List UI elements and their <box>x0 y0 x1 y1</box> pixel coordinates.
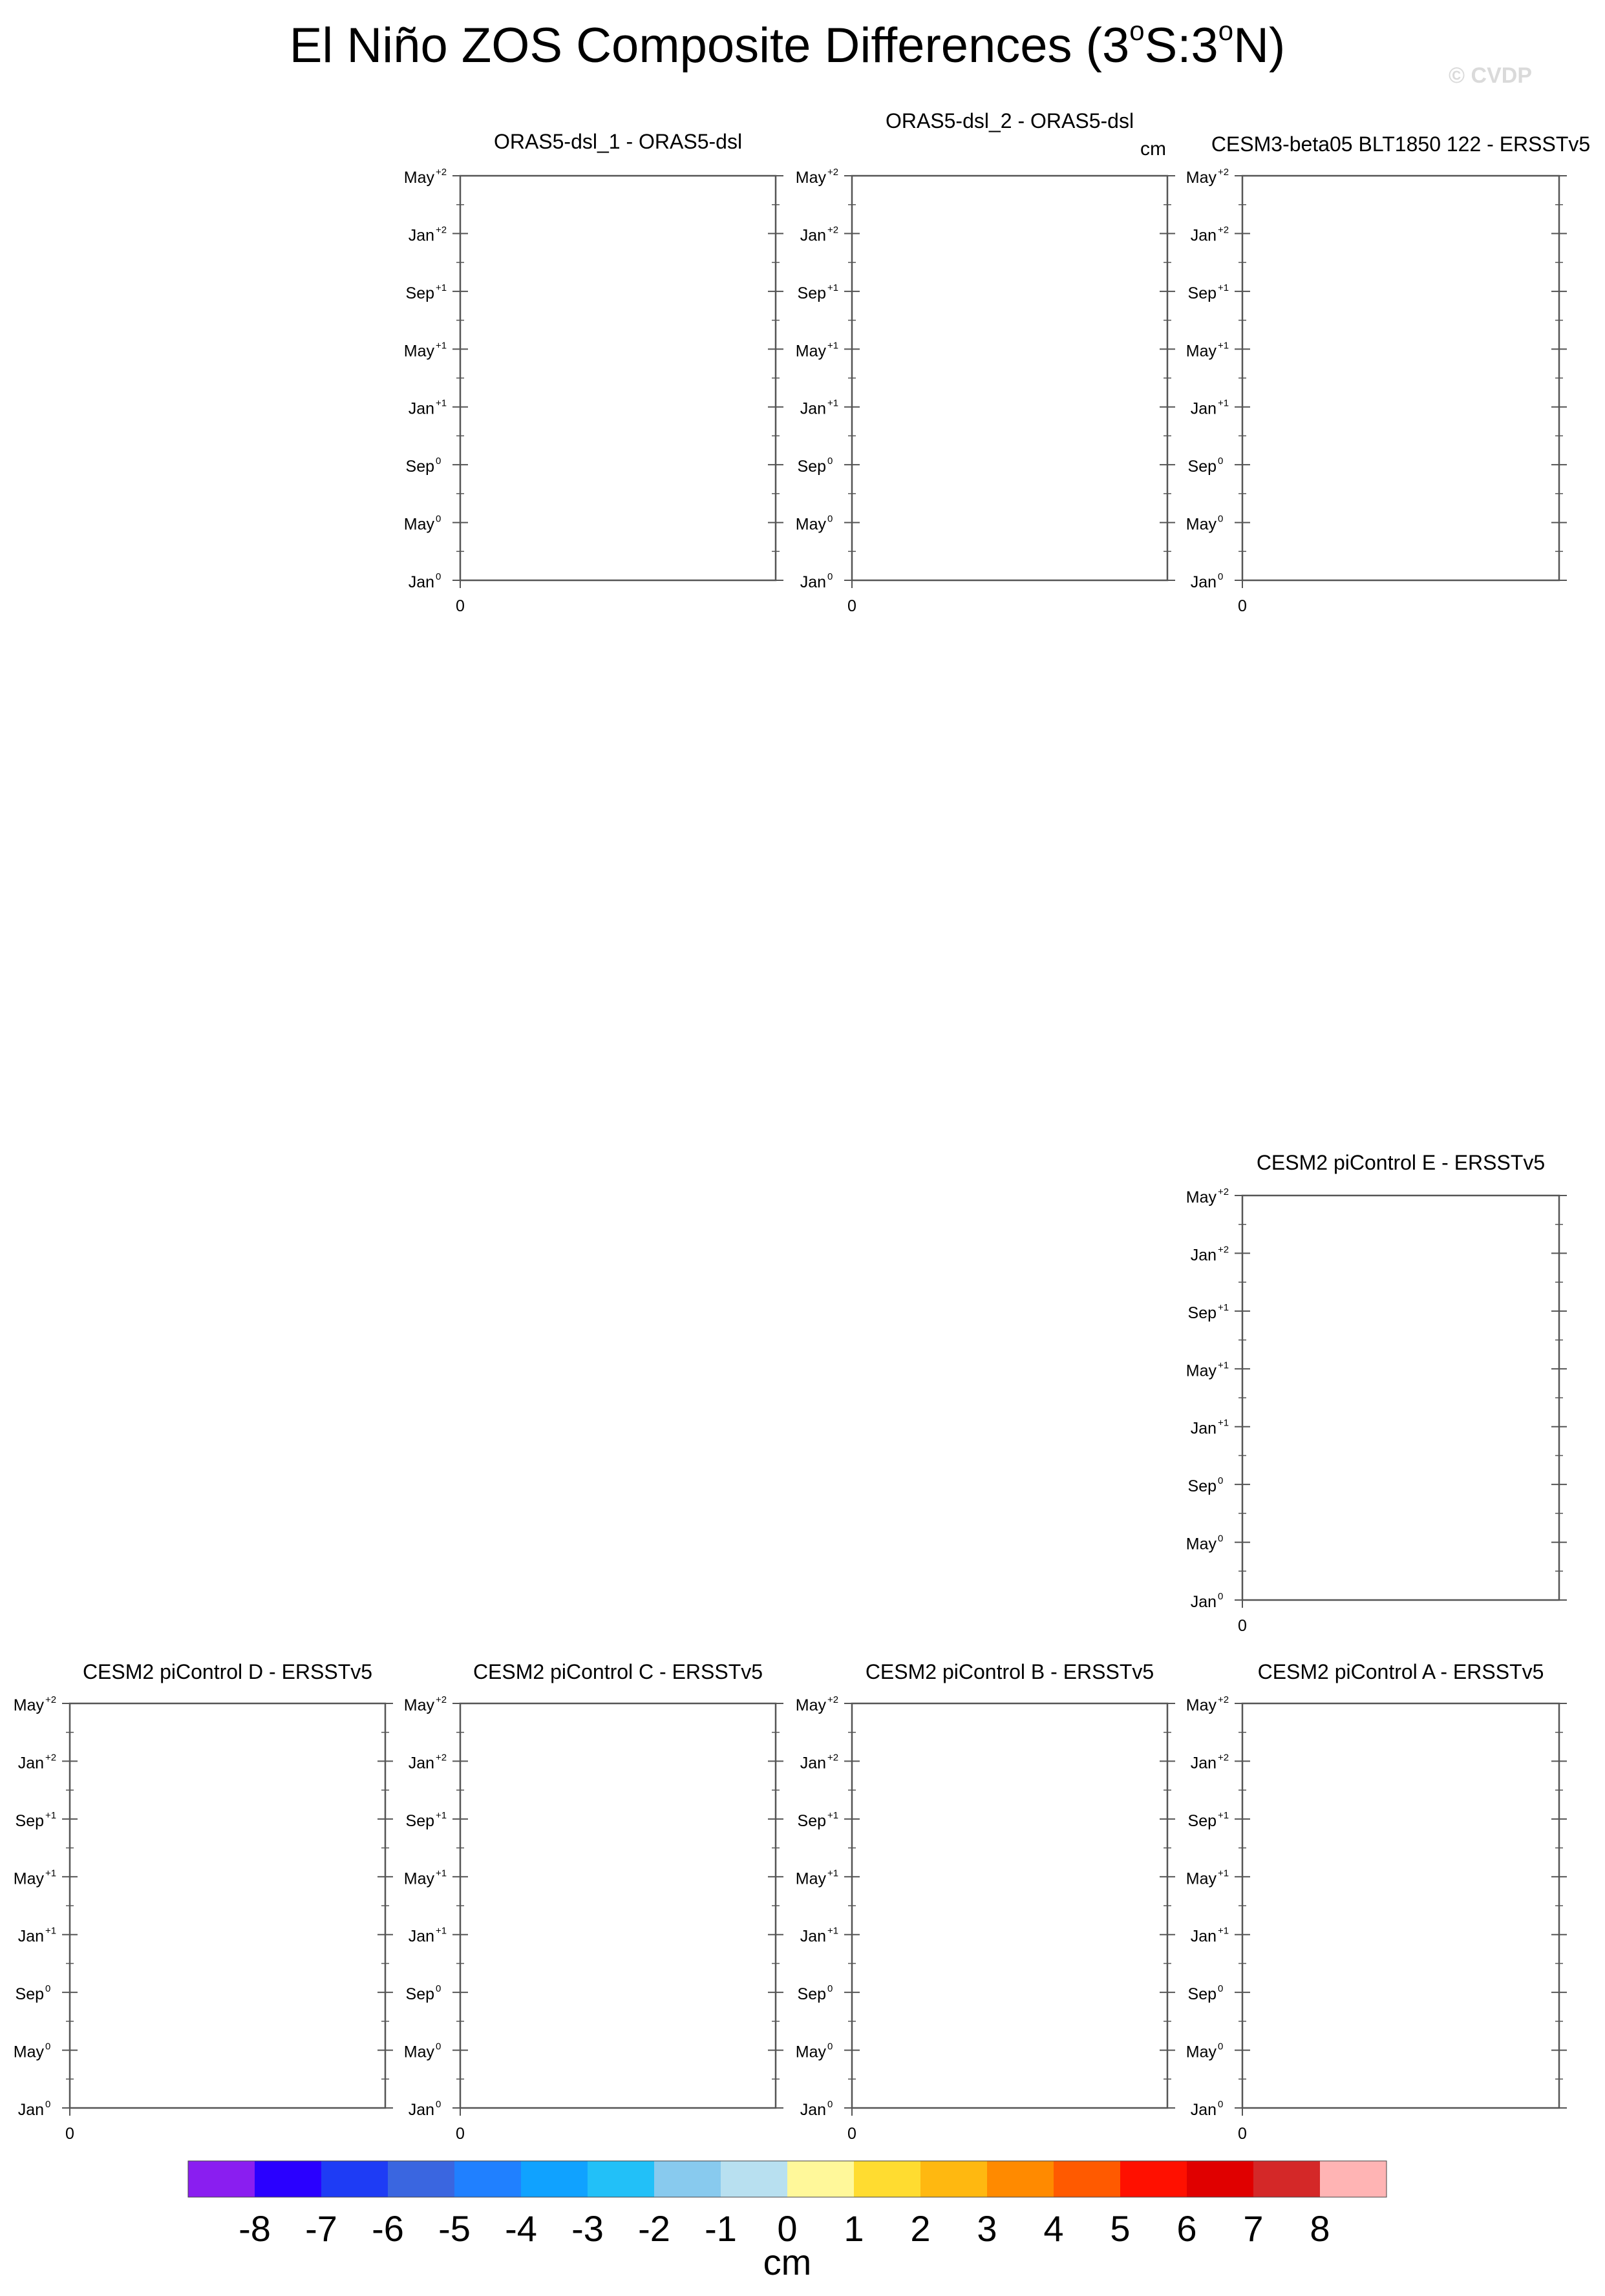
x-tick-label: 0 <box>456 597 465 615</box>
y-tick-label-sup: +1 <box>436 282 447 293</box>
colorbar-tick-label: 0 <box>777 2208 798 2249</box>
panel-title: CESM2 piControl B - ERSSTv5 <box>865 1660 1154 1683</box>
colorbar-swatch <box>1320 2161 1387 2197</box>
colorbar-unit-label: cm <box>763 2242 812 2282</box>
plot-area <box>460 1703 776 2108</box>
y-tick-label: Jan <box>1190 573 1217 591</box>
y-tick-label-sup: +1 <box>436 1868 447 1879</box>
colorbar-swatch <box>388 2161 455 2197</box>
y-tick-label-sup: 0 <box>827 2099 833 2110</box>
y-tick-label-sup: +1 <box>1218 1417 1229 1429</box>
y-tick-label: May <box>13 2043 44 2061</box>
y-tick-label-sup: +1 <box>436 1809 447 1821</box>
y-tick-label-sup: 0 <box>436 456 441 467</box>
y-tick-label-sup: +2 <box>436 1752 447 1764</box>
y-tick-label-sup: +1 <box>827 340 839 352</box>
y-tick-label: Jan <box>408 1754 434 1773</box>
plot-area <box>1242 1195 1559 1600</box>
y-tick-label: Jan <box>800 573 826 591</box>
y-tick-label: May <box>1185 1362 1217 1380</box>
y-tick-label: May <box>403 1869 434 1888</box>
y-tick-label: May <box>13 1696 44 1714</box>
y-tick-label: Jan <box>17 2101 44 2119</box>
y-tick-label: Sep <box>797 1985 826 2004</box>
colorbar-tick-label: 4 <box>1043 2208 1064 2249</box>
y-tick-label: May <box>403 515 434 534</box>
y-tick-label-sup: +2 <box>827 167 839 178</box>
y-tick-label-sup: +1 <box>436 1925 447 1937</box>
y-tick-label: Sep <box>15 1985 44 2004</box>
y-tick-label-sup: +2 <box>827 224 839 236</box>
y-tick-label-sup: +1 <box>827 1868 839 1879</box>
y-tick-label-sup: 0 <box>436 1983 441 1995</box>
y-tick-label-sup: +1 <box>827 1925 839 1937</box>
y-tick-label-sup: 0 <box>45 2041 51 2052</box>
y-tick-label: Jan <box>17 1927 44 1946</box>
y-tick-label-sup: 0 <box>1218 1591 1224 1602</box>
colorbar-tick-label: -6 <box>372 2208 404 2249</box>
y-tick-label-sup: +1 <box>1218 1809 1229 1821</box>
y-tick-label-sup: 0 <box>827 1983 833 1995</box>
y-tick-label: May <box>1185 515 1217 534</box>
y-tick-label: May <box>1185 2043 1217 2061</box>
y-tick-label-sup: 0 <box>1218 2099 1224 2110</box>
plot-area <box>852 1703 1167 2108</box>
y-tick-label: Sep <box>797 458 826 476</box>
y-tick-label-sup: 0 <box>1218 571 1224 582</box>
y-tick-label: Jan <box>800 399 826 418</box>
figure-title: El Niño ZOS Composite Differences (3$^o$S:3$^o$N) <box>289 16 1286 73</box>
y-tick-label-sup: +1 <box>45 1809 57 1821</box>
y-tick-label-sup: +2 <box>45 1752 57 1764</box>
y-tick-label: Jan <box>408 2101 434 2119</box>
y-tick-label-sup: +2 <box>1218 224 1229 236</box>
y-tick-label-sup: +1 <box>436 340 447 352</box>
y-tick-label-sup: +1 <box>1218 1925 1229 1937</box>
x-tick-label: 0 <box>456 2125 465 2143</box>
y-tick-label-sup: +2 <box>1218 167 1229 178</box>
colorbar-tick-label: 3 <box>977 2208 997 2249</box>
y-tick-label: May <box>795 1696 826 1714</box>
colorbar-tick-label: 5 <box>1110 2208 1131 2249</box>
colorbar-swatch <box>1120 2161 1187 2197</box>
y-tick-label: May <box>403 342 434 361</box>
y-tick-label-sup: +2 <box>827 1694 839 1705</box>
cvdp-watermark: © CVDP <box>1449 63 1532 88</box>
colorbar <box>188 2161 1387 2249</box>
y-tick-label-sup: +1 <box>1218 340 1229 352</box>
plot-area <box>460 176 776 580</box>
y-tick-label-sup: +1 <box>1218 1360 1229 1371</box>
y-tick-label: May <box>795 169 826 187</box>
colorbar-swatch <box>321 2161 388 2197</box>
y-tick-label: May <box>795 515 826 534</box>
y-tick-label-sup: +1 <box>1218 1868 1229 1879</box>
y-tick-label-sup: +1 <box>45 1925 57 1937</box>
y-tick-label: Jan <box>1190 1419 1217 1438</box>
colorbar-swatch <box>1054 2161 1121 2197</box>
plot-area <box>70 1703 385 2108</box>
y-tick-label: May <box>403 2043 434 2061</box>
y-tick-label: Jan <box>408 399 434 418</box>
y-tick-label: Jan <box>408 1927 434 1946</box>
y-tick-label-sup: +1 <box>1218 1301 1229 1313</box>
y-tick-label-sup: 0 <box>1218 513 1224 525</box>
y-tick-label-sup: 0 <box>1218 1475 1224 1487</box>
y-tick-label: Sep <box>405 458 434 476</box>
plot-area <box>852 176 1167 580</box>
y-tick-label-sup: +1 <box>827 397 839 409</box>
colorbar-swatch <box>654 2161 721 2197</box>
y-tick-label-sup: +2 <box>436 224 447 236</box>
colorbar-swatch <box>1253 2161 1321 2197</box>
y-tick-label-sup: 0 <box>1218 2041 1224 2052</box>
y-tick-label-sup: 0 <box>436 571 441 582</box>
colorbar-swatch <box>920 2161 988 2197</box>
plot-area <box>1242 1703 1559 2108</box>
colorbar-tick-label: 7 <box>1243 2208 1264 2249</box>
panel-5 <box>14 1660 393 2143</box>
y-tick-label: Sep <box>797 284 826 302</box>
y-tick-label: May <box>13 1869 44 1888</box>
y-tick-label-sup: 0 <box>436 2041 441 2052</box>
y-tick-label-sup: +1 <box>827 1809 839 1821</box>
y-tick-label: Sep <box>15 1811 44 1830</box>
y-tick-label: May <box>1185 1869 1217 1888</box>
x-tick-label: 0 <box>1238 1617 1247 1635</box>
y-tick-label: Jan <box>1190 1593 1217 1611</box>
y-tick-label: Sep <box>405 284 434 302</box>
y-tick-label-sup: +2 <box>1218 1694 1229 1705</box>
y-tick-label: Sep <box>797 1811 826 1830</box>
colorbar-swatch <box>854 2161 921 2197</box>
colorbar-swatch <box>454 2161 522 2197</box>
y-tick-label-sup: 0 <box>1218 456 1224 467</box>
y-tick-label-sup: 0 <box>827 456 833 467</box>
y-tick-label-sup: 0 <box>827 513 833 525</box>
colorbar-swatch <box>787 2161 855 2197</box>
y-tick-label: May <box>403 169 434 187</box>
colorbar-swatch <box>188 2161 255 2197</box>
y-tick-label: Jan <box>800 1754 826 1773</box>
y-tick-label-sup: +1 <box>827 282 839 293</box>
y-tick-label: Sep <box>405 1985 434 2004</box>
y-tick-label-sup: 0 <box>827 571 833 582</box>
y-tick-label: May <box>795 1869 826 1888</box>
x-tick-label: 0 <box>847 2125 856 2143</box>
y-tick-label-sup: +2 <box>1218 1244 1229 1256</box>
y-tick-label: May <box>1185 1188 1217 1206</box>
y-tick-label-sup: +2 <box>827 1752 839 1764</box>
y-tick-label: May <box>1185 169 1217 187</box>
y-tick-label: Jan <box>1190 1927 1217 1946</box>
colorbar-tick-label: -8 <box>239 2208 271 2249</box>
plot-area <box>1242 176 1559 580</box>
colorbar-swatch <box>1187 2161 1254 2197</box>
panel-7 <box>796 1660 1175 2143</box>
y-tick-label-sup: +1 <box>436 397 447 409</box>
panel-title: CESM2 piControl A - ERSSTv5 <box>1257 1660 1544 1683</box>
panel-title: ORAS5-dsl_2 - ORAS5-dsl <box>885 109 1134 132</box>
y-tick-label: Jan <box>1190 2101 1217 2119</box>
colorbar-swatch <box>255 2161 322 2197</box>
panel-3 <box>1186 132 1590 615</box>
colorbar-tick-label: 6 <box>1176 2208 1197 2249</box>
panel-4 <box>1186 1151 1567 1635</box>
colorbar-tick-label: -4 <box>505 2208 537 2249</box>
colorbar-tick-label: -2 <box>638 2208 670 2249</box>
y-tick-label: Sep <box>1187 1811 1217 1830</box>
y-tick-label: Sep <box>405 1811 434 1830</box>
y-tick-label: Jan <box>1190 399 1217 418</box>
panel-1 <box>404 130 783 615</box>
y-tick-label-sup: +1 <box>1218 397 1229 409</box>
y-tick-label: Jan <box>1190 1754 1217 1773</box>
y-tick-label: Jan <box>408 226 434 245</box>
x-tick-label: 0 <box>847 597 856 615</box>
panel-title: ORAS5-dsl_1 - ORAS5-dsl <box>493 130 743 153</box>
colorbar-tick-label: 2 <box>910 2208 931 2249</box>
y-tick-label: Jan <box>800 1927 826 1946</box>
colorbar-tick-label: 8 <box>1310 2208 1330 2249</box>
panel-8 <box>1186 1660 1567 2143</box>
x-tick-label: 0 <box>65 2125 74 2143</box>
y-tick-label-sup: +2 <box>1218 1186 1229 1197</box>
y-tick-label: May <box>403 1696 434 1714</box>
y-tick-label: Sep <box>1187 1985 1217 2004</box>
colorbar-swatch <box>721 2161 788 2197</box>
y-tick-label-sup: +2 <box>436 167 447 178</box>
y-tick-label-sup: 0 <box>1218 1533 1224 1544</box>
top-unit-label: cm <box>1140 138 1166 160</box>
y-tick-label: May <box>1185 1535 1217 1553</box>
colorbar-swatch <box>588 2161 655 2197</box>
y-tick-label-sup: 0 <box>1218 1983 1224 1995</box>
panel-title: CESM2 piControl E - ERSSTv5 <box>1256 1151 1546 1174</box>
colorbar-tick-label: -1 <box>705 2208 737 2249</box>
y-tick-label: May <box>1185 1696 1217 1714</box>
colorbar-swatch <box>521 2161 588 2197</box>
y-tick-label-sup: 0 <box>45 1983 51 1995</box>
y-tick-label: May <box>795 2043 826 2061</box>
y-tick-label: Jan <box>1190 226 1217 245</box>
y-tick-label: Jan <box>17 1754 44 1773</box>
y-tick-label-sup: +2 <box>436 1694 447 1705</box>
colorbar-tick-label: -5 <box>438 2208 471 2249</box>
y-tick-label: Sep <box>1187 1303 1217 1322</box>
y-tick-label: Sep <box>1187 284 1217 302</box>
y-tick-label: Jan <box>408 573 434 591</box>
y-tick-label: Jan <box>800 226 826 245</box>
y-tick-label-sup: +1 <box>45 1868 57 1879</box>
panel-title: CESM2 piControl D - ERSSTv5 <box>82 1660 373 1683</box>
y-tick-label-sup: +1 <box>1218 282 1229 293</box>
panel-title: CESM3-beta05 BLT1850 122 - ERSSTv5 <box>1211 132 1591 156</box>
y-tick-label-sup: +2 <box>1218 1752 1229 1764</box>
y-tick-label: Sep <box>1187 458 1217 476</box>
y-tick-label-sup: 0 <box>827 2041 833 2052</box>
colorbar-tick-label: -7 <box>305 2208 337 2249</box>
panel-2 <box>796 109 1175 615</box>
y-tick-label: Sep <box>1187 1477 1217 1496</box>
y-tick-label: May <box>1185 342 1217 361</box>
y-tick-label-sup: 0 <box>436 2099 441 2110</box>
panel-title: CESM2 piControl C - ERSSTv5 <box>473 1660 763 1683</box>
x-tick-label: 0 <box>1238 2125 1247 2143</box>
y-tick-label-sup: 0 <box>436 513 441 525</box>
colorbar-tick-label: -3 <box>571 2208 604 2249</box>
y-tick-label-sup: +2 <box>45 1694 57 1705</box>
panel-6 <box>404 1660 783 2143</box>
colorbar-tick-label: 1 <box>844 2208 864 2249</box>
y-tick-label: Jan <box>1190 1246 1217 1265</box>
y-tick-label: May <box>795 342 826 361</box>
colorbar-swatch <box>987 2161 1054 2197</box>
x-tick-label: 0 <box>1238 597 1247 615</box>
y-tick-label: Jan <box>800 2101 826 2119</box>
y-tick-label-sup: 0 <box>45 2099 51 2110</box>
